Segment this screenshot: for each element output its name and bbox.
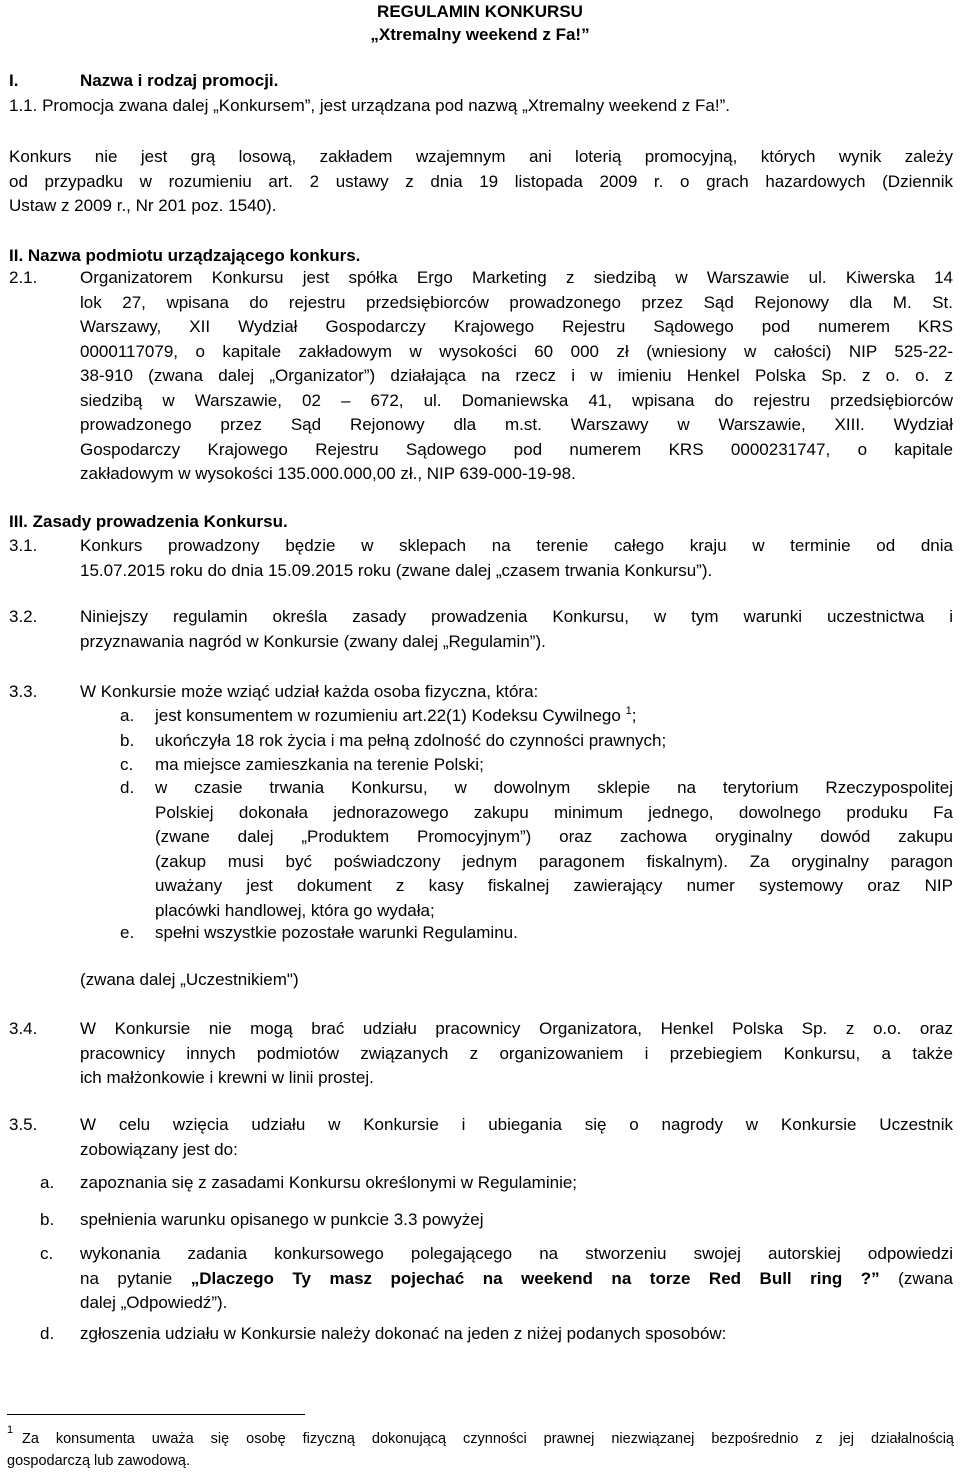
duty-marker-b: b. <box>40 1210 55 1229</box>
paragraph-3-2-number: 3.2. <box>9 607 38 626</box>
list-marker-e: e. <box>120 923 135 942</box>
text-line: wykonania zadania konkursowego polegającego na stworzeniu swojej autorskiej odpowiedzi <box>80 1244 953 1263</box>
duty-item-b: spełnienia warunku opisanego w punkcie 3.3 powyżej <box>80 1210 484 1229</box>
list-marker-a: a. <box>120 706 135 725</box>
text-line: W Konkursie nie mogą brać udziału pracownicy Organizatora, Henkel Polska Sp. z o.o. oraz <box>80 1019 953 1038</box>
text-line: Konkurs prowadzony będzie w sklepach na terenie całego kraju w terminie od dnia <box>80 536 953 555</box>
text-line: od przypadku w rozumieniu art. 2 ustawy z dnia 19 listopada 2009 r. o grach hazardowych (Dziennik <box>9 171 953 191</box>
text-line: placówki handlowej, która go wydała; <box>155 900 435 920</box>
footnote-number: 1 <box>7 1424 14 1436</box>
text-line: przyznawania nagród w Konkursie (zwany dalej „Regulamin”). <box>80 631 546 651</box>
text-line: Za konsumenta uważa się osobę fizyczną dokonującą czynności prawnej niezwiązanej bezpośrednio z jej działalnością <box>22 1431 954 1447</box>
text-line: siedzibą w Warszawie, 02 – 672, ul. Domaniewska 41, wpisana do rejestru przedsiębiorców <box>80 390 953 410</box>
text-line: zakładowym w wysokości 135.000.000,00 zł., NIP 639-000-19-98. <box>80 464 576 483</box>
contest-name: „Xtremalny weekend z Fa!” <box>370 25 590 44</box>
section-3-heading: III. Zasady prowadzenia Konkursu. <box>9 512 288 531</box>
text-line: 38-910 (zwana dalej „Organizator”) działająca na rzecz i w imieniu Henkel Polska Sp. z o. o. z <box>80 366 953 385</box>
text-line: Gospodarczy Krajowego Rejestru Sądowego pod numerem KRS 0000231747, o kapitale <box>80 439 953 459</box>
list-item-d <box>155 776 953 923</box>
participant-definition: (zwana dalej „Uczestnikiem") <box>80 970 299 989</box>
paragraph-3-1-number: 3.1. <box>9 536 38 555</box>
list-marker-d: d. <box>120 778 135 797</box>
duty-marker-c: c. <box>40 1244 54 1263</box>
text-line: dalej „Odpowiedź”). <box>80 1293 228 1312</box>
text-line: zobowiązany jest do: <box>80 1139 238 1159</box>
paragraph-2-1-number: 2.1. <box>9 268 38 287</box>
paragraph-1-1: 1.1. Promocja zwana dalej „Konkursem”, jest urządzana pod nazwą „Xtremalny weekend z Fa!”. <box>9 96 730 115</box>
text-line: lok 27, wpisana do rejestru przedsiębiorców prowadzonego przez Sąd Rejonowy dla M. St. <box>80 292 953 312</box>
paragraph-3-3-number: 3.3. <box>9 682 38 701</box>
text-line: Warszawy, XII Wydział Gospodarczy Krajowego Rejestru Sądowego pod numerem KRS <box>80 317 953 336</box>
text-run: na pytanie <box>80 1268 191 1288</box>
document-title: REGULAMIN KONKURSU <box>377 2 583 21</box>
paragraph-2-1 <box>80 266 953 487</box>
paragraph-3-4 <box>80 1017 953 1091</box>
text-line: Organizatorem Konkursu jest spółka Ergo Marketing z siedzibą w Warszawie ul. Kiwerska 14 <box>80 268 953 287</box>
footnote-ref: 1 <box>625 705 632 717</box>
paragraph-3-5-number: 3.5. <box>9 1115 38 1134</box>
list-marker-b: b. <box>120 731 135 750</box>
text-line: 15.07.2015 roku do dnia 15.09.2015 roku (zwane dalej „czasem trwania Konkursu”). <box>80 560 713 580</box>
paragraph-3-5 <box>80 1113 953 1162</box>
duty-item-c <box>80 1242 953 1316</box>
duty-marker-a: a. <box>40 1173 55 1192</box>
list-item-c: ma miejsce zamieszkania na terenie Polski; <box>155 755 484 774</box>
list-item-text: jest konsumentem w rozumieniu art.22(1) Kodeksu Cywilnego <box>155 706 621 725</box>
list-marker-c: c. <box>120 755 134 774</box>
list-item-b: ukończyła 18 rok życia i ma pełną zdolność do czynności prawnych; <box>155 731 667 750</box>
text-line: w czasie trwania Konkursu, w dowolnym sklepie na terytorium Rzeczypospolitej <box>155 778 953 797</box>
text-run: (zwana <box>879 1268 953 1288</box>
contest-question: „Dlaczego Ty masz pojechać na weekend na torze Red Bull ring ?” <box>190 1268 880 1288</box>
text-line: W celu wzięcia udziału w Konkursie i ubiegania się o nagrody w Konkursie Uczestnik <box>80 1115 953 1134</box>
paragraph-3-4-number: 3.4. <box>9 1019 38 1038</box>
section-2-heading: II. Nazwa podmiotu urządzającego konkurs. <box>9 246 361 265</box>
footnote-separator <box>7 1414 305 1415</box>
list-item-e: spełni wszystkie pozostałe warunki Regulaminu. <box>155 923 518 942</box>
duty-item-a: zapoznania się z zasadami Konkursu określonymi w Regulaminie; <box>80 1173 578 1192</box>
duty-marker-d: d. <box>40 1324 55 1343</box>
text-line: 0000117079, o kapitale zakładowym w wysokości 60 000 zł (wniesiony w całości) NIP 525-22- <box>80 341 953 361</box>
list-item-a <box>155 704 636 729</box>
text-line: uważany jest dokument z kasy fiskalnej zawierający numer systemowy oraz NIP <box>155 876 953 895</box>
paragraph-3-1 <box>80 534 953 583</box>
list-item-punct: ; <box>631 706 637 725</box>
footnote <box>22 1428 954 1450</box>
footnote-line-2: gospodarczą lub zawodową. <box>7 1453 190 1469</box>
section-1-heading: Nazwa i rodzaj promocji. <box>80 71 279 90</box>
paragraph-gambling-notice <box>9 145 953 219</box>
text-line: Polskiej dokonała jednorazowego zakupu minimum jednego, dowolnego produku Fa <box>155 802 953 822</box>
duty-item-d: zgłoszenia udziału w Konkursie należy dokonać na jeden z niżej podanych sposobów: <box>80 1324 727 1343</box>
text-line: Ustaw z 2009 r., Nr 201 poz. 1540). <box>9 196 277 215</box>
section-1-number: I. <box>9 71 19 90</box>
text-line: (zakup musi być poświadczony jednym paragonem fiskalnym). Za oryginalny paragon <box>155 851 953 871</box>
paragraph-3-2 <box>80 605 953 654</box>
text-line <box>80 1267 953 1292</box>
text-line: Niniejszy regulamin określa zasady prowadzenia Konkursu, w tym warunki uczestnictwa i <box>80 607 953 626</box>
text-line: pracownicy innych podmiotów związanych z organizowaniem i przebiegiem Konkursu, a także <box>80 1043 953 1063</box>
text-line: prowadzonego przez Sąd Rejonowy dla m.st. Warszawy w Warszawie, XIII. Wydział <box>80 415 953 434</box>
text-line: ich małżonkowie i krewni w linii prostej. <box>80 1068 374 1087</box>
paragraph-3-3: W Konkursie może wziąć udział każda osoba fizyczna, która: <box>80 682 539 701</box>
text-line: (zwane dalej „Produktem Promocyjnym”) oraz zachowa oryginalny dowód zakupu <box>155 827 953 846</box>
text-line: Konkurs nie jest grą losową, zakładem wzajemnym ani loterią promocyjną, których wynik zależy <box>9 147 953 166</box>
